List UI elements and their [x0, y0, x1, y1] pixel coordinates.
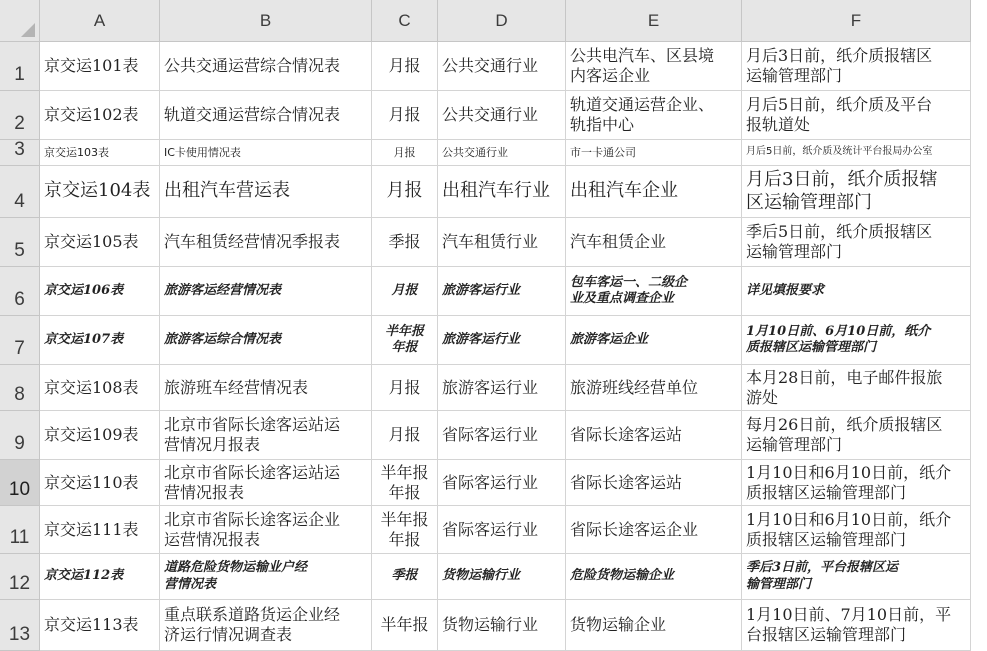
cell-text: 月报 — [388, 105, 421, 124]
cell-text: 半年报 年报 — [380, 509, 429, 549]
column-header-f[interactable]: F — [742, 0, 971, 42]
row-header[interactable]: 8 — [0, 365, 40, 411]
cell-d[interactable] — [438, 218, 566, 267]
cell-text: 旅游客运行业 — [442, 282, 521, 298]
cell-text: 货物运输企业 — [570, 615, 667, 634]
row-header[interactable]: 4 — [0, 166, 40, 218]
cell-a[interactable] — [40, 460, 160, 506]
row-header[interactable]: 5 — [0, 218, 40, 267]
cell-a[interactable] — [40, 506, 160, 554]
cell-text: 月后3日前，纸介质报辖区 运输管理部门 — [746, 46, 933, 85]
cell-d[interactable] — [438, 506, 566, 554]
row-header[interactable]: 6 — [0, 267, 40, 316]
table-row — [0, 316, 987, 365]
row-header[interactable]: 2 — [0, 91, 40, 140]
cell-text: 出租汽车企业 — [570, 180, 678, 202]
cell-text: 京交运113表 — [44, 615, 139, 634]
cell-a[interactable] — [40, 166, 160, 218]
cell-f[interactable] — [742, 600, 971, 651]
cell-text: 轨道交通运营综合情况表 — [164, 105, 341, 124]
cell-text: 货物运输行业 — [442, 568, 521, 584]
cell-d[interactable] — [438, 91, 566, 140]
cell-b[interactable] — [160, 411, 372, 460]
cell-text: 每月26日前，纸介质报辖区 运输管理部门 — [746, 415, 943, 454]
cell-text: 汽车租赁行业 — [442, 232, 539, 251]
column-header-a[interactable]: A — [40, 0, 160, 42]
cell-text: 京交运102表 — [44, 105, 139, 124]
cell-b[interactable] — [160, 460, 372, 506]
cell-text: 京交运104表 — [44, 180, 151, 202]
cell-f[interactable] — [742, 218, 971, 267]
cell-text: 公共交通行业 — [442, 145, 508, 159]
cell-text: 公共交通行业 — [442, 105, 539, 124]
cell-text: 北京市省际长途客运站运 营情况月报表 — [164, 415, 341, 454]
cell-e[interactable] — [566, 166, 742, 218]
cell-text: 市一卡通公司 — [570, 145, 636, 159]
cell-a[interactable] — [40, 267, 160, 316]
cell-text: 1月10日前、7月10日前，平 台报辖区运输管理部门 — [746, 605, 952, 644]
cell-c[interactable] — [372, 600, 438, 651]
cell-text: 旅游客运行业 — [442, 331, 521, 347]
cell-d[interactable] — [438, 411, 566, 460]
table-row — [0, 365, 987, 411]
cell-text: 季后3日前，平台报辖区运 输管理部门 — [746, 560, 899, 592]
cell-text: 月报 — [388, 56, 421, 75]
cell-a[interactable] — [40, 42, 160, 91]
cell-d[interactable] — [438, 460, 566, 506]
cell-text: 省际长途客运企业 — [570, 519, 699, 539]
cell-b[interactable] — [160, 166, 372, 218]
cell-d[interactable] — [438, 42, 566, 91]
cell-text: 北京市省际长途客运站运 营情况报表 — [164, 462, 341, 502]
cell-e[interactable] — [566, 365, 742, 411]
cell-text: 月报 — [388, 425, 421, 444]
cell-a[interactable] — [40, 365, 160, 411]
table-row — [0, 600, 987, 651]
cell-d[interactable] — [438, 166, 566, 218]
table-row — [0, 460, 987, 506]
cell-f[interactable] — [742, 91, 971, 140]
cell-f[interactable] — [742, 42, 971, 91]
cell-text: 季报 — [388, 232, 421, 251]
cell-text: 京交运103表 — [44, 145, 109, 159]
cell-c[interactable] — [372, 267, 438, 316]
cell-text: 京交运101表 — [44, 56, 139, 75]
column-header-d[interactable]: D — [438, 0, 566, 42]
cell-text: 重点联系道路货运企业经 济运行情况调查表 — [164, 605, 341, 644]
cell-f[interactable] — [742, 506, 971, 554]
cell-b[interactable] — [160, 267, 372, 316]
cell-e[interactable] — [566, 506, 742, 554]
row-header[interactable]: 9 — [0, 411, 40, 460]
cell-c[interactable] — [372, 411, 438, 460]
table-row — [0, 42, 987, 91]
cell-text: 省际长途客运站 — [570, 425, 683, 444]
cell-text: 半年报 年报 — [380, 462, 429, 502]
cell-text: 1月10日前、6月10日前，纸介 质报辖区运输管理部门 — [746, 323, 931, 355]
cell-c[interactable] — [372, 166, 438, 218]
cell-text: 月报 — [386, 180, 423, 202]
cell-e[interactable] — [566, 411, 742, 460]
cell-f[interactable] — [742, 460, 971, 506]
cell-text: 公共电汽车、区县境 内客运企业 — [570, 46, 715, 85]
cell-text: 1月10日和6月10日前，纸介 质报辖区运输管理部门 — [746, 462, 952, 502]
row-header[interactable]: 13 — [0, 600, 40, 651]
cell-b[interactable] — [160, 91, 372, 140]
table-row — [0, 140, 987, 166]
cell-d[interactable] — [438, 554, 566, 600]
cell-text: 京交运109表 — [44, 425, 139, 444]
cell-b[interactable] — [160, 600, 372, 651]
column-header-c[interactable]: C — [372, 0, 438, 42]
cell-a[interactable] — [40, 554, 160, 600]
cell-d[interactable] — [438, 140, 566, 166]
cell-text: 出租汽车行业 — [442, 180, 550, 202]
cell-c[interactable] — [372, 554, 438, 600]
cell-d[interactable] — [438, 365, 566, 411]
cell-c[interactable] — [372, 460, 438, 506]
cell-text: 汽车租赁企业 — [570, 232, 667, 251]
cell-text: 季后5日前，纸介质报辖区 运输管理部门 — [746, 222, 933, 261]
cell-b[interactable] — [160, 365, 372, 411]
table-row — [0, 91, 987, 140]
cell-text: 省际客运行业 — [442, 519, 539, 539]
cell-c[interactable] — [372, 365, 438, 411]
cell-text: 京交运106表 — [44, 282, 124, 298]
table-row — [0, 506, 987, 554]
cell-text: 月后5日前，纸介质及平台 报轨道处 — [746, 95, 933, 134]
cell-text: 包车客运一、二级企 业及重点调查企业 — [570, 274, 688, 306]
cell-f[interactable] — [742, 166, 971, 218]
table-row — [0, 218, 987, 267]
table-row — [0, 166, 987, 218]
cell-text: 详见填报要求 — [746, 282, 825, 298]
cell-text: 公共交通运营综合情况表 — [164, 56, 341, 75]
column-header-row — [0, 0, 987, 42]
cell-text: 旅游客运企业 — [570, 331, 649, 347]
cell-text: 公共交通行业 — [442, 56, 539, 75]
cell-d[interactable] — [438, 600, 566, 651]
cell-c[interactable] — [372, 506, 438, 554]
cell-e[interactable] — [566, 460, 742, 506]
cell-f[interactable] — [742, 316, 971, 365]
cell-text: 旅游客运经营情况表 — [164, 282, 282, 298]
cell-d[interactable] — [438, 267, 566, 316]
cell-e[interactable] — [566, 91, 742, 140]
cell-text: 月后5日前，纸介质及统计平台报局办公室 — [746, 146, 933, 158]
cell-b[interactable] — [160, 140, 372, 166]
row-header[interactable]: 12 — [0, 554, 40, 600]
cell-text: 半年报 年报 — [384, 323, 424, 355]
cell-text: 1月10日和6月10日前，纸介 质报辖区运输管理部门 — [746, 509, 952, 549]
cell-text: 汽车租赁经营情况季报表 — [164, 232, 341, 251]
cell-text: 月报 — [391, 282, 418, 298]
cell-text: 季报 — [391, 568, 418, 584]
cell-text: 京交运105表 — [44, 232, 139, 251]
cell-b[interactable] — [160, 316, 372, 365]
cell-b[interactable] — [160, 218, 372, 267]
cell-e[interactable] — [566, 554, 742, 600]
cell-text: 旅游班车经营情况表 — [164, 377, 309, 397]
cell-e[interactable] — [566, 316, 742, 365]
table-row — [0, 554, 987, 600]
cell-text: 旅游班线经营单位 — [570, 377, 699, 397]
cell-c[interactable] — [372, 91, 438, 140]
cell-text: 旅游客运综合情况表 — [164, 331, 282, 347]
cell-e[interactable] — [566, 42, 742, 91]
cell-text: IC卡使用情况表 — [164, 145, 241, 159]
row-header[interactable]: 10 — [0, 460, 40, 506]
cell-d[interactable] — [438, 316, 566, 365]
cell-text: 半年报 — [380, 615, 429, 634]
cell-text: 危险货物运输企业 — [570, 568, 675, 584]
cell-f[interactable] — [742, 411, 971, 460]
cell-c[interactable] — [372, 316, 438, 365]
cell-text: 省际客运行业 — [442, 472, 539, 492]
cell-a[interactable] — [40, 140, 160, 166]
cell-b[interactable] — [160, 554, 372, 600]
cell-a[interactable] — [40, 91, 160, 140]
cell-text: 北京市省际长途客运企业 运营情况报表 — [164, 509, 341, 549]
cell-a[interactable] — [40, 218, 160, 267]
cell-text: 货物运输行业 — [442, 615, 539, 634]
cell-text: 京交运111表 — [44, 519, 139, 539]
cell-b[interactable] — [160, 506, 372, 554]
cell-b[interactable] — [160, 42, 372, 91]
cell-text: 本月28日前，电子邮件报旅 游处 — [746, 367, 943, 407]
cell-c[interactable] — [372, 140, 438, 166]
cell-f[interactable] — [742, 365, 971, 411]
cell-text: 轨道交通运营企业、 轨指中心 — [570, 95, 715, 134]
cell-a[interactable] — [40, 411, 160, 460]
cell-text: 月后3日前，纸介质报辖 区运输管理部门 — [746, 169, 938, 213]
cell-text: 京交运108表 — [44, 377, 139, 397]
cell-e[interactable] — [566, 600, 742, 651]
cell-e[interactable] — [566, 267, 742, 316]
cell-text: 旅游客运行业 — [442, 377, 539, 397]
cell-text: 京交运112表 — [44, 568, 124, 584]
cell-e[interactable] — [566, 218, 742, 267]
row-header[interactable]: 7 — [0, 316, 40, 365]
cell-text: 京交运110表 — [44, 472, 139, 492]
row-header[interactable]: 3 — [0, 140, 40, 166]
table-row — [0, 267, 987, 316]
cell-text: 京交运107表 — [44, 331, 124, 347]
cell-c[interactable] — [372, 218, 438, 267]
cell-f[interactable] — [742, 140, 971, 166]
cell-a[interactable] — [40, 316, 160, 365]
table-row — [0, 411, 987, 460]
cell-text: 省际客运行业 — [442, 425, 539, 444]
cell-text: 省际长途客运站 — [570, 472, 683, 492]
cell-a[interactable] — [40, 600, 160, 651]
cell-f[interactable] — [742, 267, 971, 316]
cell-c[interactable] — [372, 42, 438, 91]
column-header-e[interactable]: E — [566, 0, 742, 42]
cell-text: 道路危险货物运输业户经 营情况表 — [164, 560, 308, 592]
cell-e[interactable] — [566, 140, 742, 166]
cell-f[interactable] — [742, 554, 971, 600]
row-header[interactable]: 11 — [0, 506, 40, 554]
cell-text: 月报 — [393, 145, 416, 159]
row-header[interactable]: 1 — [0, 42, 40, 91]
cell-text: 出租汽车营运表 — [164, 180, 290, 202]
column-header-b[interactable]: B — [160, 0, 372, 42]
cell-text: 月报 — [388, 377, 421, 397]
